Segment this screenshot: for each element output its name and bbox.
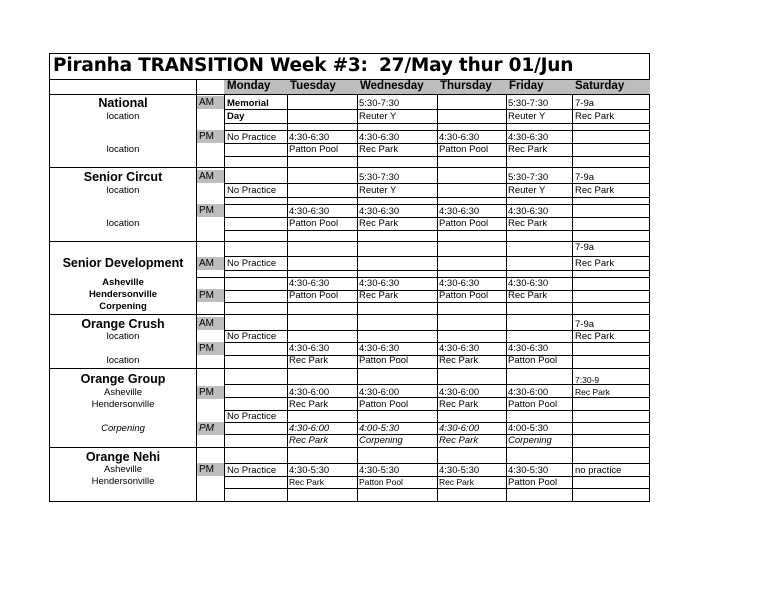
- cell-tue-pm-time: 4:30-6:30: [289, 132, 330, 143]
- pm-label: PM: [197, 289, 224, 302]
- header-monday: Monday: [227, 80, 271, 92]
- am-label: AM: [197, 317, 224, 330]
- cell-tue-pm-time: 4:30-6:30: [289, 278, 330, 289]
- cell-thu-pm2-time: 4:30-6:00: [439, 423, 480, 434]
- cell-thu-pm-place: Rec Park: [439, 399, 479, 410]
- cell-wed-pm-time: 4:30-6:30: [359, 132, 400, 143]
- cell-wed-pm-place: Patton Pool: [359, 399, 409, 410]
- header-saturday: Saturday: [575, 80, 625, 92]
- cell-fri-pm-place: Rec Park: [508, 218, 548, 229]
- cell-fri-pm-time: 4:30-6:30: [508, 343, 549, 354]
- cell-wed-pm-time: 4:30-6:30: [359, 278, 400, 289]
- cell-thu-pm-time: 4:30-6:30: [439, 278, 480, 289]
- cell-mon-pm: No Practice: [227, 132, 277, 143]
- cell-tue-pm-place: Rec Park: [289, 355, 329, 366]
- group-location: location: [106, 331, 140, 342]
- title-main: Piranha TRANSITION Week #3:: [53, 55, 368, 76]
- cell-fri-pm-place: Patton Pool: [508, 477, 558, 488]
- cell-wed-am-time: 5:30-7:30: [359, 98, 400, 109]
- pm-label: PM: [197, 130, 224, 143]
- cell-fri-pm-place: Patton Pool: [508, 399, 558, 410]
- cell-tue-pm-place: Rec Park: [289, 477, 324, 487]
- cell-fri-pm-time: 4:30-6:00: [508, 387, 549, 398]
- cell-tue-pm-place: Patton Pool: [289, 218, 339, 229]
- cell-fri-pm-time: 4:30-6:30: [508, 278, 549, 289]
- group-location: Hendersonville: [88, 289, 158, 300]
- cell-thu-pm-place: Patton Pool: [439, 218, 489, 229]
- cell-mon-am: No Practice: [227, 258, 277, 269]
- group-location: Asheville: [103, 464, 143, 475]
- am-label: AM: [197, 257, 224, 270]
- cell-fri-pm2-time: 4:00-5:30: [508, 423, 549, 434]
- cell-thu-pm2-place: Rec Park: [439, 435, 479, 446]
- pm-label: PM: [197, 386, 224, 399]
- cell-tue-pm-time: 4:30-5:30: [289, 465, 330, 476]
- cell-sat-am-time: 7-9a: [575, 242, 595, 253]
- header-thursday: Thursday: [440, 80, 492, 92]
- cell-fri-am-time: 5:30-7:30: [508, 172, 549, 183]
- group-name: National: [98, 96, 148, 110]
- cell-wed-am-time: 5:30-7:30: [359, 172, 400, 183]
- cell-wed-pm2-place: Corpening: [359, 435, 403, 446]
- cell-sat-am-place: Rec Park: [575, 111, 615, 122]
- group-name: Senior Development: [62, 256, 184, 270]
- group-name: Orange Crush: [81, 317, 165, 331]
- am-label: AM: [197, 96, 224, 109]
- group-name: Orange Nehi: [85, 450, 161, 464]
- cell-tue-pm-place: Patton Pool: [289, 290, 339, 301]
- cell-wed-pm-time: 4:30-5:30: [359, 465, 400, 476]
- cell-tue-pm2-place: Rec Park: [289, 435, 329, 446]
- cell-wed-pm-time: 4:30-6:30: [359, 206, 400, 217]
- cell-thu-pm-time: 4:30-6:30: [439, 132, 480, 143]
- cell-fri-pm-time: 4:30-6:30: [508, 132, 549, 143]
- cell-mon-pm2: No Practice: [227, 411, 277, 422]
- cell-sat-pm-place: Rec Park: [575, 387, 610, 397]
- cell-sat-am-place: Rec Park: [575, 331, 615, 342]
- group-location: location: [106, 355, 140, 366]
- cell-fri-pm-time: 4:30-6:30: [508, 206, 549, 217]
- cell-mon-am: Memorial: [227, 98, 269, 109]
- cell-thu-pm-time: 4:30-6:30: [439, 206, 480, 217]
- cell-wed-pm-time: 4:30-6:30: [359, 343, 400, 354]
- header-friday: Friday: [509, 80, 544, 92]
- cell-sat-am-time: 7-9a: [575, 319, 595, 330]
- group-location: Hendersonville: [91, 476, 155, 487]
- cell-fri-am-place: Reuter Y: [508, 111, 546, 122]
- cell-wed-pm-place: Rec Park: [359, 144, 399, 155]
- cell-fri-pm-place: Patton Pool: [508, 355, 558, 366]
- pm-label-corpening: PM: [197, 422, 224, 435]
- pm-label: PM: [197, 342, 224, 355]
- cell-wed-pm-place: Patton Pool: [359, 477, 403, 487]
- cell-mon-am: No Practice: [227, 185, 277, 196]
- cell-thu-pm-time: 4:30-6:00: [439, 387, 480, 398]
- cell-wed-pm-place: Rec Park: [359, 290, 399, 301]
- cell-fri-am-place: Reuter Y: [508, 185, 546, 196]
- group-location: Asheville: [103, 387, 143, 398]
- group-location: Asheville: [102, 277, 144, 288]
- cell-fri-pm-time: 4:30-5:30: [508, 465, 549, 476]
- cell-thu-pm-time: 4:30-6:30: [439, 343, 480, 354]
- cell-thu-pm-place: Patton Pool: [439, 290, 489, 301]
- cell-sat-am-time: 7-9a: [575, 172, 595, 183]
- cell-tue-pm-place: Rec Park: [289, 399, 329, 410]
- group-location: location: [106, 218, 140, 229]
- cell-tue-pm-place: Patton Pool: [289, 144, 339, 155]
- group-location: Hendersonville: [91, 399, 155, 410]
- cell-thu-pm-place: Rec Park: [439, 477, 474, 487]
- am-label: AM: [197, 170, 224, 183]
- cell-sat-am-time: 7-9a: [575, 98, 595, 109]
- cell-sat-pm-time: 7:30-9: [575, 375, 600, 385]
- cell-tue-pm-time: 4:30-6:00: [289, 387, 330, 398]
- cell-tue-pm-time: 4:30-6:30: [289, 343, 330, 354]
- cell-sat-pm: no practice: [575, 465, 622, 476]
- cell-fri-pm2-place: Corpening: [508, 435, 552, 446]
- cell-mon-am: No Practice: [227, 331, 277, 342]
- cell-wed-am-place: Reuter Y: [359, 185, 397, 196]
- cell-tue-pm-time: 4:30-6:30: [289, 206, 330, 217]
- pm-label: PM: [197, 463, 224, 476]
- cell-wed-pm-time: 4:30-6:00: [359, 387, 400, 398]
- header-tuesday: Tuesday: [290, 80, 336, 92]
- cell-mon-pm: No Practice: [227, 465, 277, 476]
- group-location: location: [106, 185, 140, 196]
- group-location: Corpening: [99, 301, 147, 312]
- cell-thu-pm-place: Patton Pool: [439, 144, 489, 155]
- page-title: [53, 54, 574, 78]
- cell-fri-pm-place: Rec Park: [508, 290, 548, 301]
- cell-fri-pm-place: Rec Park: [508, 144, 548, 155]
- group-location: location: [106, 111, 140, 122]
- pm-label: PM: [197, 204, 224, 217]
- cell-wed-pm-place: Patton Pool: [359, 355, 409, 366]
- cell-mon-am: Day: [227, 111, 245, 122]
- cell-tue-pm2-time: 4:30-6:00: [289, 423, 330, 434]
- cell-wed-pm2-time: 4:00-5:30: [359, 423, 400, 434]
- group-name: Senior Circut: [83, 170, 163, 184]
- cell-wed-pm-place: Rec Park: [359, 218, 399, 229]
- group-location: Corpening: [101, 423, 145, 434]
- cell-thu-pm-place: Rec Park: [439, 355, 479, 366]
- group-location: location: [106, 144, 140, 155]
- header-wednesday: Wednesday: [360, 80, 424, 92]
- cell-wed-am-place: Reuter Y: [359, 111, 397, 122]
- cell-fri-am-time: 5:30-7:30: [508, 98, 549, 109]
- cell-sat-am-place: Rec Park: [575, 258, 615, 269]
- group-name: Orange Group: [80, 372, 166, 386]
- title-date-range: 27/May thur 01/Jun: [379, 55, 574, 76]
- cell-thu-pm-time: 4:30-5:30: [439, 465, 480, 476]
- cell-sat-am-place: Rec Park: [575, 185, 615, 196]
